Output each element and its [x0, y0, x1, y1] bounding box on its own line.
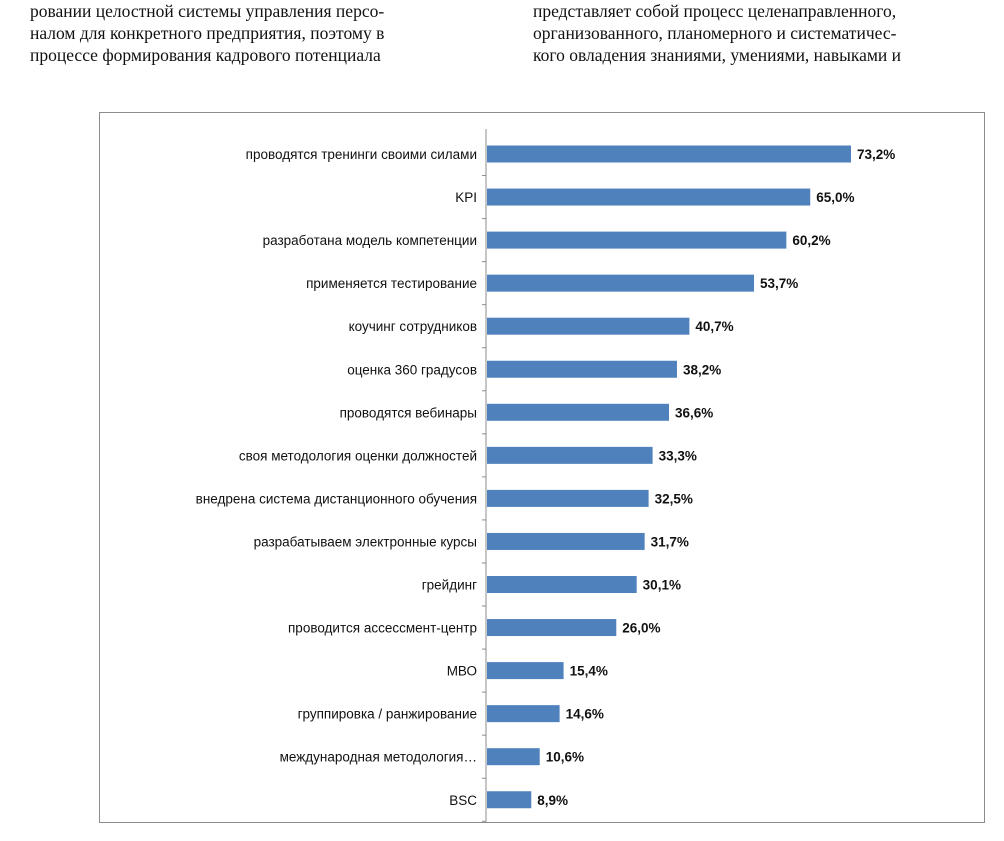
- category-label: проводятся тренинги своими силами: [245, 147, 477, 162]
- category-label: KPI: [455, 190, 477, 206]
- text-line: кого овладения знаниями, умениями, навыками и: [533, 45, 902, 65]
- bar: [487, 275, 754, 292]
- value-label: 38,2%: [682, 362, 722, 378]
- bar: [487, 146, 851, 163]
- category-label: грейдинг: [421, 577, 477, 593]
- category-label: международная методология…: [279, 749, 477, 765]
- body-text-right-column: [533, 0, 901, 66]
- bar-chart: [99, 112, 985, 823]
- bar: [487, 404, 669, 421]
- category-label: внедрена система дистанционного обучения: [195, 491, 477, 507]
- bar: [487, 791, 531, 808]
- category-label: разработана модель компетенции: [262, 233, 477, 249]
- text-line: представляет собой процесс целенаправленного,: [533, 1, 897, 21]
- value-label: 32,5%: [654, 491, 693, 507]
- category-label: МВО: [446, 663, 477, 679]
- bar: [487, 318, 689, 335]
- category-label: проводятся вебинары: [339, 405, 477, 421]
- body-text-left-column: [30, 0, 384, 66]
- value-label: 36,6%: [675, 405, 714, 421]
- value-label: 53,7%: [760, 276, 799, 292]
- value-label: 30,1%: [642, 577, 681, 593]
- bar: [487, 189, 810, 206]
- text-line: процессе формирования кадрового потенциала: [30, 45, 381, 65]
- bar: [487, 232, 786, 249]
- bar: [487, 361, 677, 378]
- bar: [487, 705, 560, 722]
- category-label: разрабатываем электронные курсы: [253, 534, 477, 550]
- bar: [487, 447, 653, 464]
- value-label: 10,6%: [545, 749, 584, 765]
- value-label: 14,6%: [565, 706, 604, 722]
- category-label: своя методология оценки должностей: [238, 448, 477, 464]
- category-label: оценка 360 градусов: [347, 362, 477, 378]
- category-label: BSC: [449, 792, 477, 808]
- bar: [487, 619, 616, 636]
- bar: [487, 533, 645, 550]
- category-label: проводится ассессмент-центр: [288, 620, 477, 636]
- category-label: применяется тестирование: [306, 276, 477, 292]
- chart-svg: [100, 113, 984, 822]
- value-label: 73,2%: [857, 147, 896, 162]
- value-label: 31,7%: [650, 534, 689, 550]
- value-label: 26,0%: [622, 620, 661, 636]
- value-label: 40,7%: [695, 319, 734, 335]
- value-label: 65,0%: [816, 190, 855, 206]
- bar: [487, 490, 649, 507]
- value-label: 15,4%: [569, 663, 608, 679]
- bar: [487, 662, 564, 679]
- bar: [487, 748, 540, 765]
- text-line: налом для конкретного предприятия, поэтому в: [30, 23, 385, 43]
- value-label: 33,3%: [658, 448, 697, 464]
- value-label: 8,9%: [537, 792, 569, 808]
- category-label: группировка / ранжирование: [297, 706, 477, 722]
- bar: [487, 576, 637, 593]
- text-line: ровании целостной системы управления персо-: [30, 1, 385, 21]
- text-line: организованного, планомерного и систематичес-: [533, 23, 897, 43]
- category-label: коучинг сотрудников: [348, 319, 477, 335]
- value-label: 60,2%: [792, 233, 831, 249]
